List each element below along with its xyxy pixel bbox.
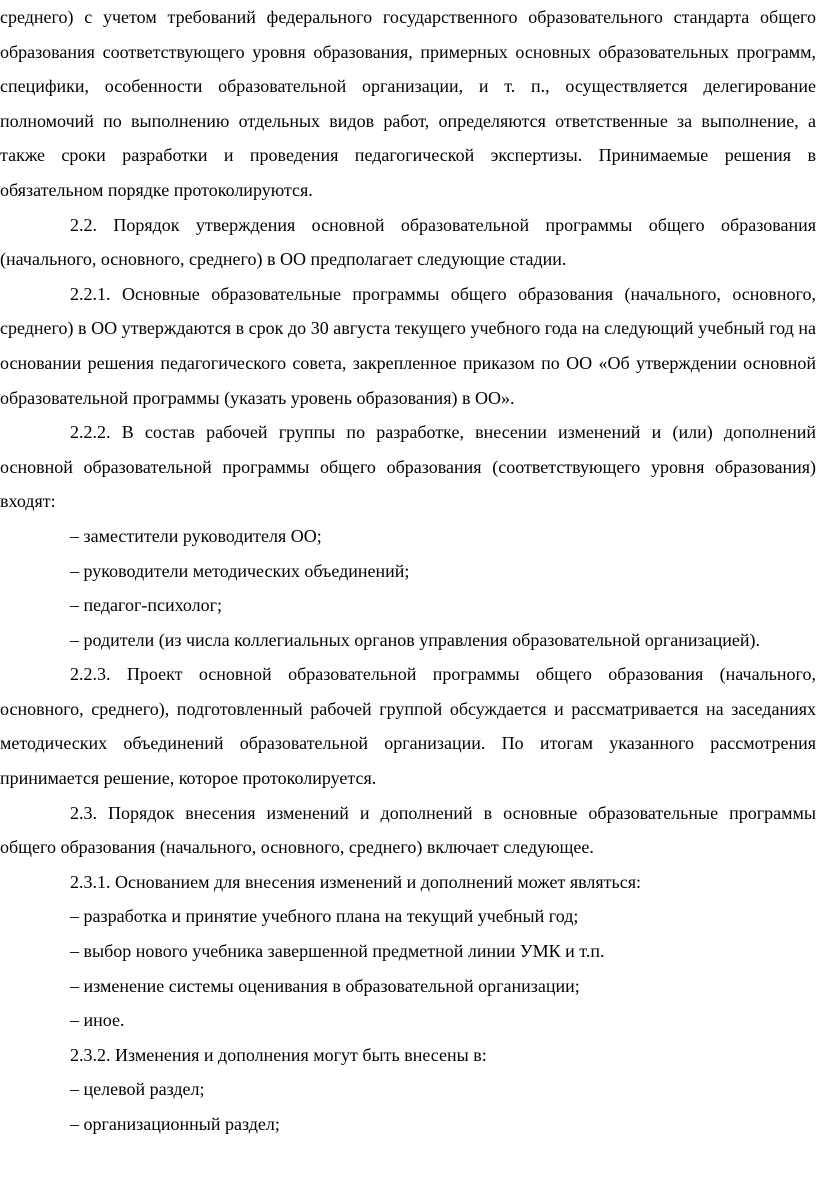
list-item-organizational-section: – организационный раздел;: [70, 1114, 280, 1134]
list-item-parents: – родители (из числа коллегиальных органов управления образовательной организацией).: [70, 629, 761, 650]
paragraph-intro: среднего) с учетом требований федерального государственного образовательного стандарта общего образования соответствующего уровня образования, примерных основных образовательных программ, специфики, особенности образовательной организации, и т. п., осуществляется делегирование полномочий по выполнению отдельных видов работ, определяются ответственные за выполнение, а также сроки разработки и проведения педагогической экспертизы. Принимаемые решения в обязательном порядке протоколируются.: [0, 7, 816, 200]
paragraph-2-3: 2.3. Порядок внесения изменений и дополнений в основные образовательные программы общего образования (начального, основного, среднего) включает следующее.: [0, 802, 816, 858]
paragraph-2-2-1: 2.2.1. Основные образовательные программы общего образования (начального, основного, среднего) в ОО утверждаются в срок до 30 августа текущего учебного года на следующий учебный год на основании решения педагогического совета, закрепленное приказом по ОО «Об утверждении основной образовательной программы (указать уровень образования) в ОО».: [0, 283, 816, 408]
list-item-assessment: – изменение системы оценивания в образовательной организации;: [70, 975, 580, 996]
paragraph-2-3-2: 2.3.2. Изменения и дополнения могут быть внесены в:: [70, 1044, 487, 1065]
list-item-curriculum: – разработка и принятие учебного плана на текущий учебный год;: [70, 906, 579, 927]
list-item-psychologist: – педагог-психолог;: [70, 595, 223, 616]
list-item-target-section: – целевой раздел;: [70, 1079, 205, 1100]
paragraph-2-3-1: 2.3.1. Основанием для внесения изменений и дополнений может являться:: [70, 871, 641, 892]
paragraph-2-2-2: 2.2.2. В состав рабочей группы по разработке, внесении изменений и (или) дополнений основной образовательной программы общего образования (соответствующего уровня образования) входят:: [0, 422, 816, 512]
list-item-other: – иное.: [70, 1010, 125, 1031]
list-item-deputy-heads: – заместители руководителя ОО;: [70, 525, 322, 546]
list-item-methodical-heads: – руководители методических объединений;: [70, 560, 410, 581]
paragraph-2-2: 2.2. Порядок утверждения основной образовательной программы общего образования (начального, основного, среднего) в ОО предполагает следующие стадии.: [0, 214, 816, 270]
paragraph-2-2-3: 2.2.3. Проект основной образовательной программы общего образования (начального, основного, среднего), подготовленный рабочей группой обсуждается и рассматривается на заседаниях методических объединений образовательной организации. По итогам указанного рассмотрения принимается решение, которое протоколируется.: [0, 664, 816, 789]
list-item-textbook: – выбор нового учебника завершенной предметной линии УМК и т.п.: [70, 941, 605, 962]
